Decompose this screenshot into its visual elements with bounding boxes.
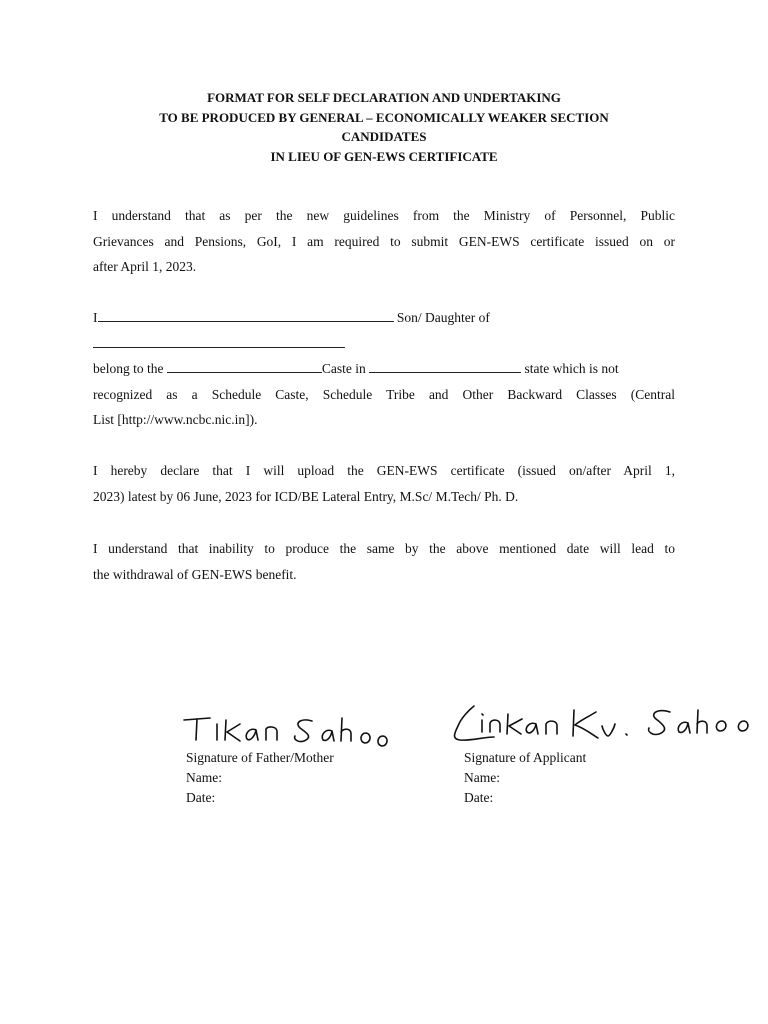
parent-name-label: Name:	[186, 770, 222, 785]
paragraph-line: the withdrawal of GEN-EWS benefit.	[93, 566, 297, 582]
heading-line-2: TO BE PRODUCED BY GENERAL – ECONOMICALLY WEAKER SECTION	[159, 109, 609, 125]
paragraph-upload-declaration	[93, 458, 675, 509]
name-line	[93, 305, 675, 331]
heading-line-4: IN LIEU OF GEN-EWS CERTIFICATE	[270, 148, 498, 164]
applicant-signature-block	[464, 748, 586, 808]
pronoun-text: I	[93, 310, 98, 325]
caste-blank[interactable]	[167, 361, 322, 373]
paragraph-withdrawal-notice	[93, 536, 675, 587]
heading-line-3: CANDIDATES	[341, 129, 427, 144]
heading-line-1: FORMAT FOR SELF DECLARATION AND UNDERTAKING	[207, 90, 561, 105]
paragraph-line: I understand that as per the new guidelines from the Ministry of Personnel, Public	[93, 208, 675, 223]
state-blank[interactable]	[369, 361, 521, 373]
applicant-date-label: Date:	[464, 790, 494, 805]
parent-signature-block	[186, 748, 334, 808]
paragraph-line: List [http://www.ncbc.nic.in]).	[93, 412, 258, 427]
applicant-name-blank[interactable]	[98, 310, 394, 322]
paragraph-line: I understand that inability to produce the same by the above mentioned date will lead to	[93, 541, 675, 556]
parent-name-blank[interactable]	[93, 336, 345, 348]
parent-date-label: Date:	[186, 790, 216, 805]
paragraph-guidelines	[93, 203, 675, 280]
paragraph-line: after April 1, 2023.	[93, 259, 197, 274]
applicant-signature-label: Signature of Applicant	[464, 750, 587, 765]
parent-name-line	[93, 331, 675, 357]
paragraph-line: recognized as a Schedule Caste, Schedule Tribe and Other Backward Classes (Central	[93, 386, 675, 402]
applicant-name-label: Name:	[464, 770, 500, 785]
son-daughter-text: Son/ Daughter of	[396, 310, 490, 325]
state-text: state which is not	[524, 361, 619, 376]
parent-signature-label: Signature of Father/Mother	[186, 750, 334, 765]
paragraph-declaration-details	[93, 305, 675, 433]
paragraph-line: 2023) latest by 06 June, 2023 for ICD/BE Lateral Entry, M.Sc/ M.Tech/ Ph. D.	[93, 488, 519, 504]
applicant-handwritten-signature	[448, 700, 760, 746]
document-heading	[0, 88, 768, 166]
caste-in-text: Caste in	[321, 361, 366, 376]
belong-to-text: belong to the	[93, 361, 164, 376]
paragraph-line: Grievances and Pensions, GoI, I am required to submit GEN-EWS certificate issued on or	[93, 233, 675, 249]
caste-line	[93, 356, 675, 382]
paragraph-line: I hereby declare that I will upload the GEN-EWS certificate (issued on/after April 1,	[93, 463, 675, 478]
